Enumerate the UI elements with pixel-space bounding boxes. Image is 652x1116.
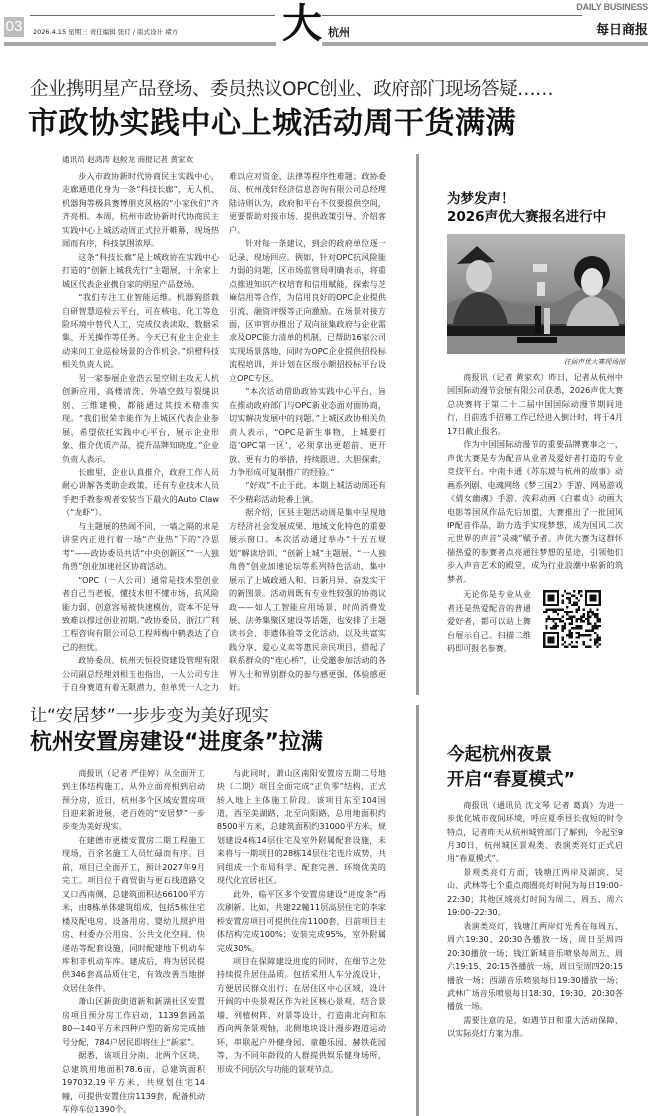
article2 (30, 705, 386, 1116)
paragraph: 在建德市更楼安置房二期工程施工现场，百余名施工人员忙碌而有序。目前，项目已全面开工，预计2027年9月完工。项目位于商贸街与更石线道路交叉口西南侧，总建筑面积达66100平方米，由8栋单体建筑组成，包括5栋住宅楼及配电房、设备用房、婴幼儿照护用房、村委办公用房、公共文化空间、快递站等配套设施，同时配建地下机动车库和非机动车库。建成后，将为居民提供346套高品质住宅，有效改善当地群众居住条件。 (62, 834, 205, 993)
article2-column1 (62, 767, 205, 1116)
contest-stage-photo (447, 234, 625, 354)
sidebar-title-line1: 为梦发声！ (447, 191, 515, 207)
article3-title-line2: 开启“春夏模式” (447, 769, 576, 790)
paragraph: 商报讯（通讯员 沈文琴 记者 葛真）为进一步优化城市夜间环境，呼应夏季昼长夜短的时令特点，记者昨天从杭州城管部门了解到，今起至9月30日，杭州城区景观类、表演类亮灯正式启用“春夏模式”。 (447, 799, 623, 864)
paragraph: 景观类亮灯方面，钱塘江两岸及湖滨、吴山、武林等七个重点商圈亮灯时间为每日19:00–22:30；其他区域亮灯时间为周二、周五、周六19:00–22:30。 (447, 866, 623, 918)
article1-title: 市政协实践中心上城活动周干货满满 (28, 106, 516, 141)
paragraph: 与此同时，萧山区南阳安置房五期二号地块（二期）项目全面完成“正负零”结构，正式转入地上主体施工阶段。该项目东至104国道，西至美湖路，北至向阳路，总用地面积约8500平方米，总建筑面积约31000平方米，规划建设4栋14层住宅及室外附属配套设施，未来将与一期项目的28栋14层住宅连片成势，共同组成一个布局科学、配套完善、环境优美的现代化宜居社区。 (216, 767, 386, 886)
paragraph: 需要注意的是，如遇节日和重大活动保障，以实际亮灯方案为准。 (447, 1014, 623, 1039)
paragraph: 另一家参展企业浩云星空则主攻无人机创新应用，高楼清洗、外墙空鼓与裂缝识别、三维建模，都能通过其技术精准实现。“我们很荣幸能作为上城区代表企业参展，希望依托实践中心平台，展示企业形象、推介优质产品，提升品牌知晓度。”企业负责人表示。 (62, 372, 219, 464)
photo-caption: 往届声优大赛现场图 (563, 358, 625, 366)
article2-column2 (217, 767, 386, 1116)
qr-section (447, 588, 623, 655)
paper-name: 每日商报 (595, 23, 648, 38)
paragraph: 据介绍，区县主题活动周是集中呈现地方经济社会发展成果、地域文化特色的重要展示窗口。本次活动通过举办“十五五规划”解读培训、“创新上城”主题展、“一人独角兽”创业加速论坛等系列特色活动，集中展示了上城政通人和、日新月异、奋发实干的新图景。活动周既有专业性较强的协商议政——如人工智能应用场景、时尚消费发展、法务集聚区建设等话题，也安排了主题读书会、非遗体验等文化活动，以及共富实践分享、爱心义卖等惠民亲民项目，搭起了联系群众的“连心桥”，让受邀参加活动的各界人士和界别群众的参与感更强、体验感更好。 (229, 507, 386, 693)
sidebar-body (447, 371, 623, 586)
section-logo: 大 (282, 0, 322, 47)
paragraph: 这条“科技长廊”是上城政协在实践中心打造的“创新上城我先行”主题展，十余家上城区代表企业携自家的明星产品登场。 (62, 251, 219, 289)
paragraph: 步入市政协新时代协商民主实践中心，走廊通道化身为一条“科技长廊”，无人机、机器狗等极具赛博朋克风格的“小家伙们”齐齐亮相。本周，杭州市政协新时代协商民主实践中心上城活动周正式拉开帷幕，现场热闹而有序，科技氛围浓厚。 (62, 171, 219, 249)
article1-subtitle: 企业携明星产品登场、委员热议OPC创业、政府部门现场答疑…… (30, 79, 554, 100)
article2-title: 杭州安置房建设“进度条”拉满 (30, 729, 323, 755)
paragraph: “本次活动借助政协实践中心平台，旨在推动政府部门与OPC新业态面对面协商，切实解决发展中的问题。”上城区政协相关负责人表示，“OPC是新生事物，上城要打造‘OPC第一区’，必须拿出更超前、更开放、更有力的举措，持续跟进、大胆探索，力争形成可复制推广的经验。” (229, 386, 386, 477)
paragraph: 作为中国国际动漫节的重要品牌赛事之一，声优大赛是专为配音从业者及爱好者打造的专业竞技平台。中南卡通《苏东坡与杭州的故事》动画系列剧、电魂网络《梦三国2》手游、网易游戏《倩女幽魂》手游、流彩动画《白素贞》动画大电影等国风作品先后加盟，大赛推出了一批国风IP配音作品，助力选手实现梦想，成为国风二次元世界的声音“灵魂”赋予者。声优大赛为这群怀揣热爱的参赛者点亮通往梦想的星途，引领他们步入声音艺术的殿堂，成为行业浪潮中崭新的筑梦者。 (447, 439, 623, 584)
paragraph: 项目在保障建设进度的同时，在细节之处持续提升居住品质。包括采用人车分流设计，方便居民群众出行；在居住区中心区域，设计开阔的中央景观区作为社区核心景观，结合景墙、列植树阵、对景等设计，打造南北向和东西向两条景观轴，北侧地块设计漫步跑道运动环，串联起户外健身园、童趣乐园、赫铁花园等，为不同年龄段的人群提供娱乐健身场所，形成不同层次与功能的景观节点。 (216, 956, 386, 1074)
article2-body (62, 767, 386, 1116)
paragraph: 长廊里，企业认真推介，政府工作人员耐心讲解各类助企政策，还有专业技术人员手把手教参观者安装当下最火的Auto Claw（“龙虾”）。 (62, 466, 219, 518)
paragraph: “好戏”不止于此。本期上城活动周还有不少精彩活动轮番上演。 (229, 480, 386, 504)
qr-instructions (447, 588, 531, 655)
top-section (0, 154, 652, 695)
article1 (62, 154, 386, 695)
article1-body (62, 170, 386, 695)
paragraph: 表演类亮灯，钱塘江两岸灯光秀在每周五、周六19:30、20:30各播放一场，周日至周四20:30播放一场；钱江新城音乐喷泉每周五、周六19:15、20:15各播放一场，周日至周四20:15播放一场；西湖音乐喷泉每日19:30播放一场；武林广场音乐喷泉每日18:30、19:30、20:30各播放一场。 (447, 920, 623, 1012)
paragraph: 与主题展的热闹不同，一墙之隔的求是讲堂内正进行着一场“产业热”下的“冷思考”——政协委员共话“中央创新区”“一人独角兽”创业加速社区协商活动。 (62, 520, 219, 572)
paragraph: “我们专注工业智能运维。机器狗搭载自研智慧巡检云平台，可在核电、化工等危险环境中替代人工，完成仪表读取、数据采集、开关操作等任务。今天已有业主企业主动来问工业巡检场景的合作机会。”炽橙科技相关负责人说。 (62, 292, 219, 370)
paragraph: 萧山区新街街道新和新湖社区安置房项目预分房工作启动，1139套涵盖80—140平方米四种户型的新房完成抽号分配，784户居民即将住上“新家”。 (62, 996, 205, 1047)
registration-qr-code[interactable] (543, 590, 601, 648)
paragraph: 商报讯（记者 严佳婷）从全面开工到主体结构施工，从外立面亮相到启动预分房，近日，杭州多个区域安置房项目迎来新进展，老百姓的“安居梦”一步步变为美好现实。 (62, 767, 205, 832)
bottom-section (0, 705, 652, 1116)
article2-subtitle: 让“安居梦”一步步变为美好现实 (30, 705, 269, 726)
article3-title-line1: 今起杭州夜景 (447, 744, 552, 765)
paragraph: 针对每一条建议，到会的政府单位逐一记录、现场回应。例如，针对OPC抗风险能力弱的问题，区市场监管局明确表示，将重点推进知识产权培育和信用赋能，探索与芝麻信用等合作，为信用良好的OPC企业提供引流、融资评级等正向激励。在场景对接方面，区审管办推出了双向征集政府与企业需求及OPC能力清单的机制，已帮助16家公司实现场景落地，同时为OPC企业提供招投标流程培训，并计划在区级小额招投标平台设立OPC专区。 (229, 238, 386, 383)
paragraph: 无论你是专业从业者还是热爱配音的普通爱好者，都可以站上舞台展示自己。扫描二维码即可报名参赛。 (447, 589, 531, 654)
sidebar (416, 154, 625, 695)
page-number: 03 (5, 18, 23, 35)
section-name: 杭州 (328, 26, 350, 39)
article3 (416, 705, 625, 1116)
paragraph: “OPC（一人公司）通常是技术型创业者自己当老板，懂技术但不懂市场，抗风险能力弱，创意容易被快速模仿，资本不足导致难以撑过创业初期。”政协委员、浙江广利工程咨询有限公司总工程师梅中鹤表达了自己的担忧。 (62, 574, 219, 652)
paragraph: 政协委员、杭州天恒投资建设管理有限公司副总经理刘相玉也指出，一人公司专注于自身赛道有着无限潜力，但单凭一人之力难以应对资金、法律等程序性难题；政协委员、杭州茂轩经济信息咨询有限公司总经理陆诗则认为，政府和平台不仅要提供空间，更要帮助对接市场、提供政策引导、介绍客户。 (62, 171, 386, 693)
article3-body (447, 799, 623, 1061)
sidebar-title-line2: 2026声优大赛报名进行中 (447, 209, 607, 225)
paragraph: 商报讯（记者 黄家欢）昨日，记者从杭州中国国际动漫节会展有限公司获悉，2026声优大赛总决赛将于第二十二届中国国际动漫节期间进行，目前选手招募工作已经进入倒计时，将于4月17日截止报名。 (447, 372, 623, 436)
paragraph: 此外，临平区多个安置房建设“进度条”再次刷新。比如，共建22幢11层高层住宅的李家桥安置房项目可提供住房1100套，目前项目主体结构完成100%；安装完成95%，室外附属完成30%。 (216, 888, 386, 953)
paragraph: 据悉，该项目分南、北两个区块，总建筑用地面积78.6亩，总建筑面积197032.19平方米，共规划住宅14幢，可提供安置住房1139套，配备机动车停车位1390个。 (62, 1050, 205, 1114)
article1-byline: 通讯员 赵鸿涛 赵鲛龙 商报记者 黄家欢 (62, 155, 194, 164)
article3-title (447, 743, 625, 793)
paper-english-name: DAILY BUSINESS (576, 2, 648, 12)
dateline: 2026.4.15 星期三 责任编辑 张玎 / 版式设计 褚方 (33, 28, 179, 36)
sidebar-title (447, 190, 625, 226)
